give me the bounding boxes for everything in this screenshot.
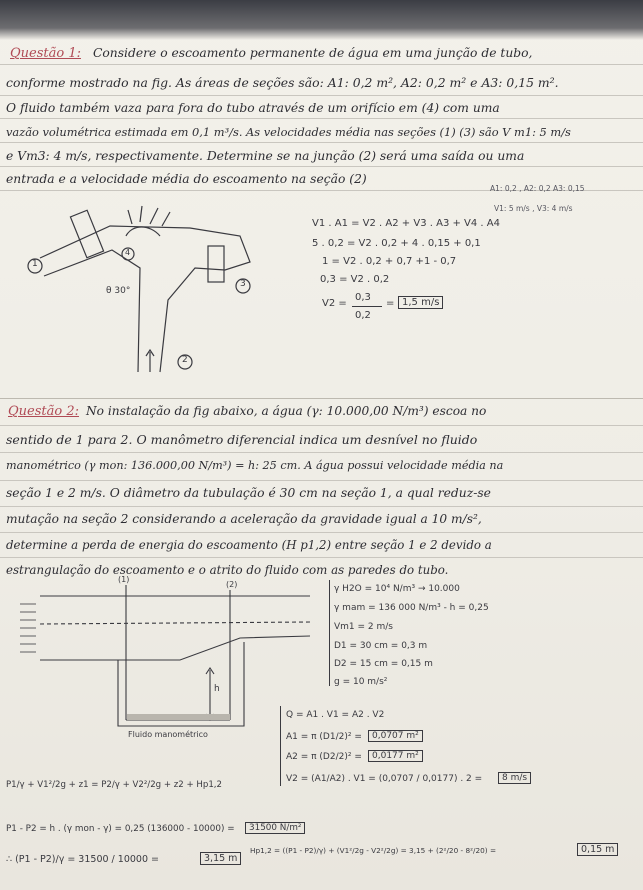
q1-calc-line: V1 . A1 = V2 . A2 + V3 . A3 + V4 . A4	[312, 218, 500, 229]
q2-data-item: D2 = 15 cm = 0,15 m	[334, 659, 433, 669]
q1-line: vazão volumétrica estimada em 0,1 m³/s. As velocidades média nas seções (1) (3) são V m1: 5 m/s	[6, 125, 571, 139]
q2-pdiff-box: 31500 N/m²	[245, 822, 305, 834]
calc-bracket	[280, 706, 281, 786]
q1-line: O fluido também vaza para fora do tubo através de um orifício em (4) com uma	[6, 101, 500, 115]
q2-v2-label: V2 = (A1/A2) . V1 = (0,0707 / 0,0177) . 2 =	[286, 774, 483, 784]
q1-result-eq: =	[386, 298, 395, 309]
q2-ratio-box: 3,15 m	[200, 852, 241, 865]
data-bracket	[329, 580, 330, 686]
q1-result-num: 0,3	[355, 292, 371, 303]
q2-bernoulli: P1/γ + V1²/2g + z1 = P2/γ + V2²/2g + z2 + Hp1,2	[6, 780, 223, 790]
q2-data-item: D1 = 30 cm = 0,3 m	[334, 641, 428, 651]
q1-line: e Vm3: 4 m/s, respectivamente. Determine se na junção (2) será uma saída ou uma	[6, 149, 525, 163]
q2-hp-box: 0,15 m	[577, 843, 618, 856]
q2-data-item: γ mam = 136 000 N/m³ - h = 0,25	[334, 603, 489, 613]
q1-result-den: 0,2	[355, 310, 371, 321]
q2-area-label: A2 = π (D2/2)² =	[286, 752, 362, 762]
q2-fig-label-h: h	[214, 684, 220, 694]
q2-line: seção 1 e 2 m/s. O diâmetro da tubulação é 30 cm na seção 1, a qual reduz-se	[6, 486, 491, 500]
q2-line: No instalação da fig abaixo, a água (γ: 10.000,00 N/m³) escoa no	[86, 404, 487, 418]
q1-title: Questão 1:	[10, 46, 81, 61]
q1-line: conforme mostrado na fig. As áreas de seções são: A1: 0,2 m², A2: 0,2 m² e A3: 0,15 m².	[6, 75, 559, 90]
q2-fig-label-2: (2)	[226, 580, 238, 589]
q2-data-item: γ H2O = 10⁴ N/m³ → 10.000	[334, 584, 460, 594]
q2-fig-label-fluid: Fluido manométrico	[128, 730, 208, 739]
q1-calc-line: 0,3 = V2 . 0,2	[320, 274, 390, 285]
q1-fig-label-1: 1	[32, 259, 38, 269]
q1-calc-line: 1 = V2 . 0,2 + 0,7 +1 - 0,7	[322, 256, 457, 267]
q2-v2-box: 8 m/s	[498, 772, 531, 784]
q1-fig-label-2: 2	[182, 355, 188, 365]
q1-answer-box: 1,5 m/s	[398, 296, 443, 309]
q2-hp-label: Hp1,2 = ((P1 - P2)/γ) + (V1²/2g - V2²/2g) = 3,15 + (2²/20 - 8²/20) =	[250, 846, 497, 855]
q1-fig-label-4: 4	[125, 248, 131, 257]
q1-calc-line: 5 . 0,2 = V2 . 0,2 + 4 . 0,15 + 0,1	[312, 238, 481, 249]
q2-pdiff-label: P1 - P2 = h . (γ mon - γ) = 0,25 (136000 - 10000) =	[6, 824, 235, 834]
q1-result-lhs: V2 =	[322, 298, 347, 309]
q1-given: A1: 0,2 , A2: 0,2 A3: 0,15	[490, 184, 585, 193]
q2-line: determine a perda de energia do escoamento (H p1,2) entre seção 1 e 2 devido a	[6, 538, 492, 552]
q1-fig-label-3: 3	[240, 279, 246, 289]
q2-ratio-label: ∴ (P1 - P2)/γ = 31500 / 10000 =	[6, 854, 159, 865]
q2-fig-label-1: (1)	[118, 575, 130, 584]
q2-line: estrangulação do escoamento e o atrito do fluido com as paredes do tubo.	[6, 563, 449, 577]
q1-line: Considere o escoamento permanente de água em uma junção de tubo,	[93, 46, 533, 60]
q2-area2-box: 0,0177 m²	[368, 750, 423, 762]
q2-data-item: Vm1 = 2 m/s	[334, 622, 393, 632]
q2-line: mutação na seção 2 considerando a aceleração da gravidade igual a 10 m/s²,	[6, 512, 482, 526]
q1-fig-angle: θ 30°	[106, 286, 131, 296]
q2-flow-eq: Q = A1 . V1 = A2 . V2	[286, 710, 385, 720]
q2-line: manométrico (γ mon: 136.000,00 N/m³) = h: 25 cm. A água possui velocidade média na	[6, 459, 504, 472]
q2-title: Questão 2:	[8, 404, 79, 419]
q2-area-label: A1 = π (D1/2)² =	[286, 732, 362, 742]
q1-line: entrada e a velocidade média do escoamento na seção (2)	[6, 172, 367, 186]
q1-given: V1: 5 m/s , V3: 4 m/s	[494, 204, 573, 213]
q2-data-item: g = 10 m/s²	[334, 677, 388, 687]
q2-area1-box: 0,0707 m²	[368, 730, 423, 742]
q2-line: sentido de 1 para 2. O manômetro diferencial indica um desnível no fluido	[6, 432, 478, 447]
